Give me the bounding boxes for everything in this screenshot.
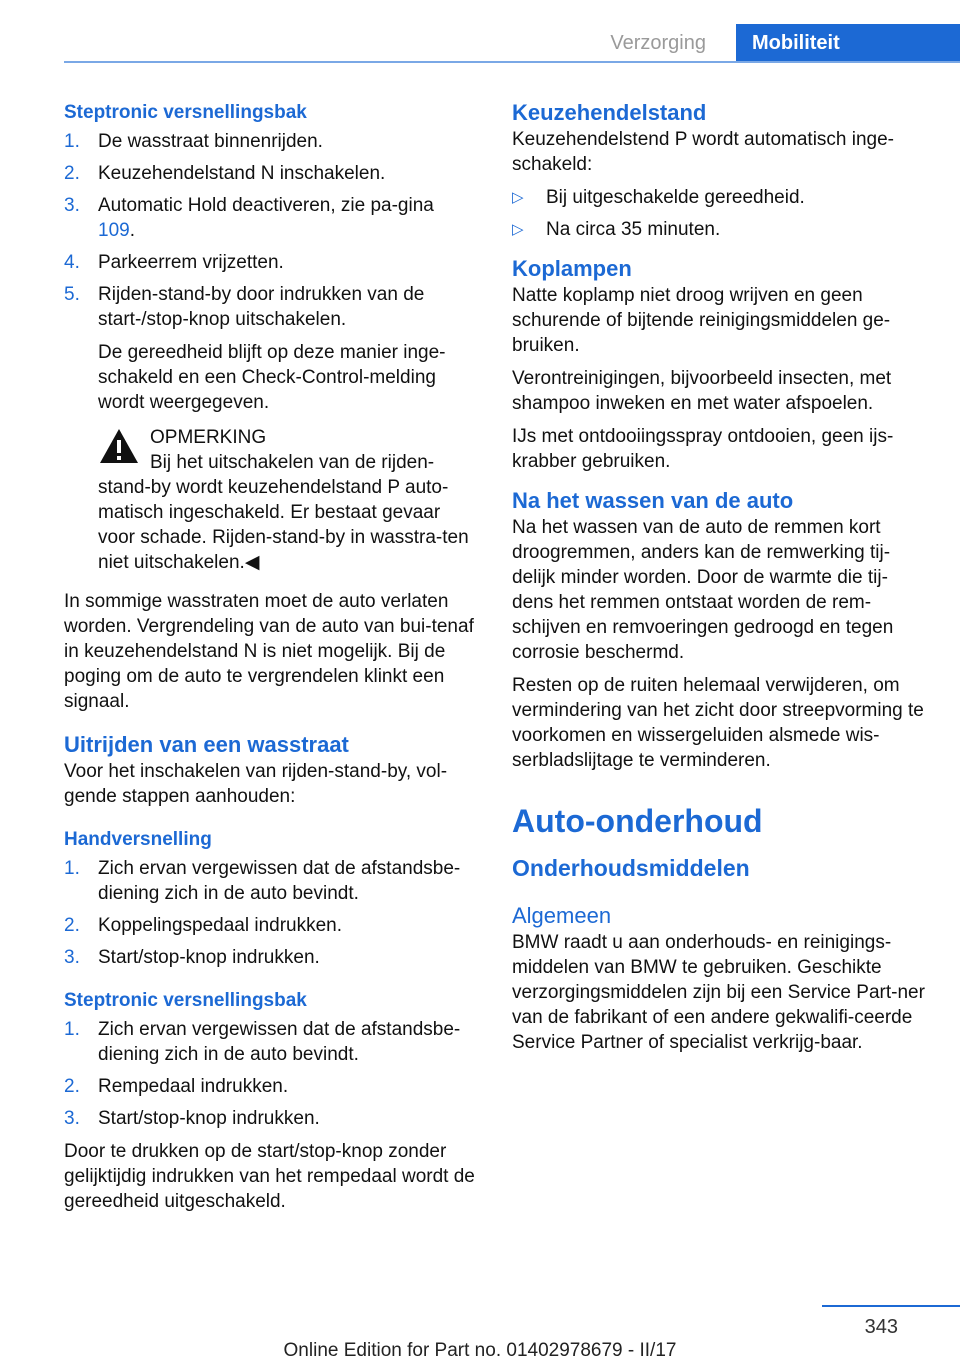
page-link[interactable]: 109 [98,220,130,241]
list-item: 5. Rijden-stand-by door indrukken van de start-/stop-knop uitschakelen. [64,284,425,330]
note-text: Bij het uitschakelen van de rijden-stand-by wordt keuzehendelstand P auto-matisch ingeschakeld. Er bestaat gevaar voor schade. Rijden-stand-by in wasstra-ten niet uitschakelen.◀ [98,452,469,573]
heading-handversnelling: Handversnelling [64,829,212,850]
list-item: 2. Koppelingspedaal indrukken. [64,915,343,936]
footer-divider [822,1305,960,1307]
list-item: 2. Rempedaal indrukken. [64,1076,289,1097]
manual-steps [64,856,476,970]
page-header [0,24,960,62]
heading-koplampen: Koplampen [512,256,632,281]
heading-steptronic-2: Steptronic versnellingsbak [64,990,307,1011]
triangle-bullet-icon: ▷ [512,221,524,238]
left-column [64,100,476,1222]
steptronic-steps [64,1017,476,1131]
bullet-list [512,185,927,242]
paragraph: Natte koplamp niet droog wrijven en geen schurende of bijtende reinigingsmiddelen ge-bruiken. [512,285,891,356]
paragraph: In sommige wasstraten moet de auto verlaten worden. Vergrendeling van de auto van bui-tenaf in keuzehendelstand N is niet mogelijk. Bij de poging om de auto te vergrendelen klinkt een signaal. [64,591,474,712]
heading-na-het-wassen: Na het wassen van de auto [512,488,794,513]
paragraph: Keuzehendelstend P wordt automatisch inge-schakeld: [512,129,895,175]
carwash-steps [64,129,476,332]
tab-mobiliteit[interactable]: Mobiliteit [736,24,960,62]
warning-triangle-icon [98,427,140,465]
heading-uitrijden: Uitrijden van een wasstraat [64,732,349,757]
heading-onderhoudsmiddelen: Onderhoudsmiddelen [512,855,750,881]
heading-keuzehendelstand: Keuzehendelstand [512,100,707,125]
page-number: 343 [864,1316,898,1338]
right-column [512,100,927,1063]
paragraph: IJs met ontdooiingsspray ontdooien, geen ijs-krabber gebruiken. [512,426,894,472]
paragraph: Door te drukken op de start/stop-knop zonder gelijktijdig indrukken van het rempedaal wordt de gereedheid uitgeschakeld. [64,1141,475,1212]
list-item: 2. Keuzehendelstand N inschakelen. [64,163,386,184]
paragraph: Verontreinigingen, bijvoorbeeld insecten, met shampoo inweken en met water afspoelen. [512,368,892,414]
list-item: ▷ Bij uitgeschakelde gereedheid. [512,187,805,208]
paragraph: Na het wassen van de auto de remmen kort droogremmen, anders kan de remwerking tij-delijk minder worden. Door de warmte die tij-dens het remmen ontstaat worden de rem-schijven en remvoeringen gedroogd en tegen corrosie beschermd. [512,517,894,663]
heading-algemeen: Algemeen [512,903,612,928]
note-title: OPMERKING [150,427,267,448]
heading-steptronic: Steptronic versnellingsbak [64,102,307,123]
tab-verzorging[interactable]: Verzorging [610,32,706,54]
list-item: 3. Automatic Hold deactiveren, zie pa-gina 109. [64,195,434,241]
paragraph: Voor het inschakelen van rijden-stand-by, vol-gende stappen aanhouden: [64,761,448,807]
list-item: 1. Zich ervan vergewissen dat de afstandsbe-diening zich in de auto bevindt. [64,1019,461,1065]
list-item: 3. Start/stop-knop indrukken. [64,1108,320,1129]
header-divider [64,61,960,63]
list-item: 1. Zich ervan vergewissen dat de afstandsbe-diening zich in de auto bevindt. [64,858,461,904]
warning-note [98,425,476,575]
list-item: 1. De wasstraat binnenrijden. [64,131,323,152]
paragraph: BMW raadt u aan onderhouds- en reinigings-middelen van BMW te gebruiken. Geschikte verzorgingsmiddelen zijn bij een Service Part-ner van de fabrikant of een andere gekwalifi-ceerde Service Partner of specialist verkrijg-baar. [512,932,925,1053]
chapter-title: Auto-onderhoud [512,803,763,839]
list-item: 3. Start/stop-knop indrukken. [64,947,320,968]
list-item: ▷ Na circa 35 minuten. [512,219,721,240]
edition-footer: Online Edition for Part no. 01402978679 - II/17 [283,1340,677,1361]
step-5-detail: De gereedheid blijft op deze manier inge-schakeld en een Check-Control-melding wordt weergegeven. [98,342,446,413]
list-item: 4. Parkeerrem vrijzetten. [64,252,284,273]
triangle-bullet-icon: ▷ [512,189,524,206]
paragraph: Resten op de ruiten helemaal verwijderen, om vermindering van het zicht door streepvorming te voorkomen en wissergeluiden alsmede wis-serbladslijtage te verminderen. [512,675,924,771]
